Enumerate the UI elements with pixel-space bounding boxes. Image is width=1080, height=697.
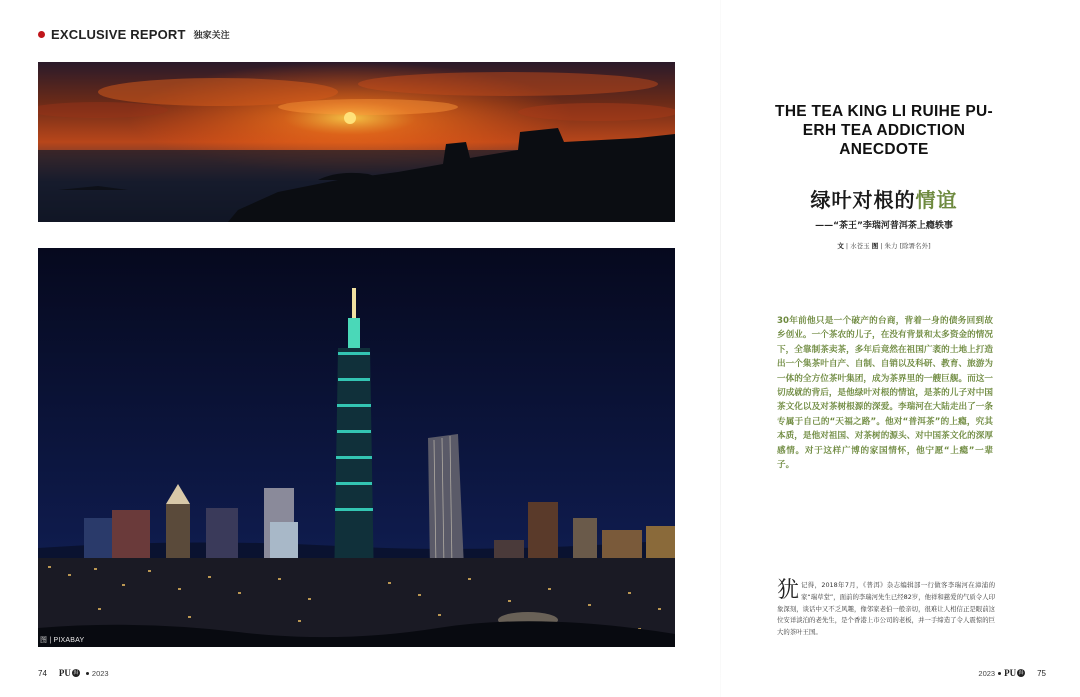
spread-gutter bbox=[720, 0, 721, 697]
byline-text-author: | 水苍玉 bbox=[843, 242, 872, 250]
magazine-badge-left: 洱 bbox=[73, 670, 79, 676]
folio-left bbox=[38, 668, 109, 678]
taipei-101-night-photo bbox=[38, 248, 675, 647]
body-paragraph bbox=[777, 580, 995, 639]
page-number-right: 75 bbox=[1037, 668, 1046, 678]
byline-photo-label: 图 bbox=[871, 242, 879, 250]
byline-text-label: 文 bbox=[837, 242, 844, 250]
section-label-en: EXCLUSIVE REPORT bbox=[51, 26, 186, 42]
title-cn-accent: 情谊 bbox=[915, 188, 958, 212]
article-title-cn bbox=[770, 184, 998, 213]
body-text: 记得，2018年7月，《普洱》杂志编辑部一行做客李瑞河在漳浦的家“瑞草堂”，面前的李瑞河先生已经82岁，他祥和慈爱的气质令人印象深刻，谈话中又不乏风趣，像邻家老伯一般亲切，很难让人相信正是眼前这位安详淡泊的老先生，是个香港上市公司的老板，并一手缔造了令人震惊的巨大的茶叶王国。 bbox=[777, 581, 995, 637]
folio-year-right: 2023 bbox=[978, 668, 996, 678]
magazine-badge-right: 洱 bbox=[1018, 670, 1024, 676]
page-number-left: 74 bbox=[38, 668, 47, 678]
photo-credit: 图 | PIXABAY bbox=[40, 637, 85, 644]
byline-photo-author: | 朱力 [除署名外] bbox=[878, 242, 931, 250]
byline bbox=[770, 241, 998, 250]
red-bullet-icon bbox=[38, 31, 45, 38]
intro-paragraph: 30年前他只是一个破产的台商，背着一身的债务回到故乡创业。一个茶农的儿子，在没有背景和太多资金的情况下，全靠制茶卖茶，多年后竟然在祖国广袤的土地上打造出一个集茶叶自产、自制、自销以及科研、教育、旅游为一体的全方位茶叶集团，成为茶界里的一艘巨舰。而这一切成就的背后，是他绿叶对根的情谊，是茶的儿子对中国茶文化以及对茶树根源的深爱。李瑞河在大陆走出了一条专属于自己的“天福之路”。他对“普洱茶”的上瘾，究其本质，是他对祖国、对茶树的源头、对中国茶文化的深厚感情。对于这样广博的家国情怀，他宁愿“上瘾”一辈子。 bbox=[777, 316, 993, 471]
section-header bbox=[38, 26, 230, 42]
folio-dot-right bbox=[998, 672, 1001, 675]
magazine-name-right: PU bbox=[1004, 668, 1017, 678]
article-title-en: THE TEA KING LI RUIHE PU-ERH TEA ADDICTION ANECDOTE bbox=[775, 103, 993, 158]
folio-year-left: 2023 bbox=[91, 668, 109, 678]
title-cn-main: 绿叶对根的 bbox=[810, 188, 916, 212]
magazine-name-left: PU bbox=[58, 668, 71, 678]
drop-cap: 犹 bbox=[777, 578, 800, 603]
sunset-photo bbox=[38, 62, 675, 222]
section-label-cn: 独家关注 bbox=[193, 30, 230, 41]
folio-dot-left bbox=[86, 672, 89, 675]
folio-right bbox=[978, 668, 1046, 678]
article-subtitle: ——“茶王”李瑞河普洱茶上瘾轶事 bbox=[815, 221, 953, 231]
